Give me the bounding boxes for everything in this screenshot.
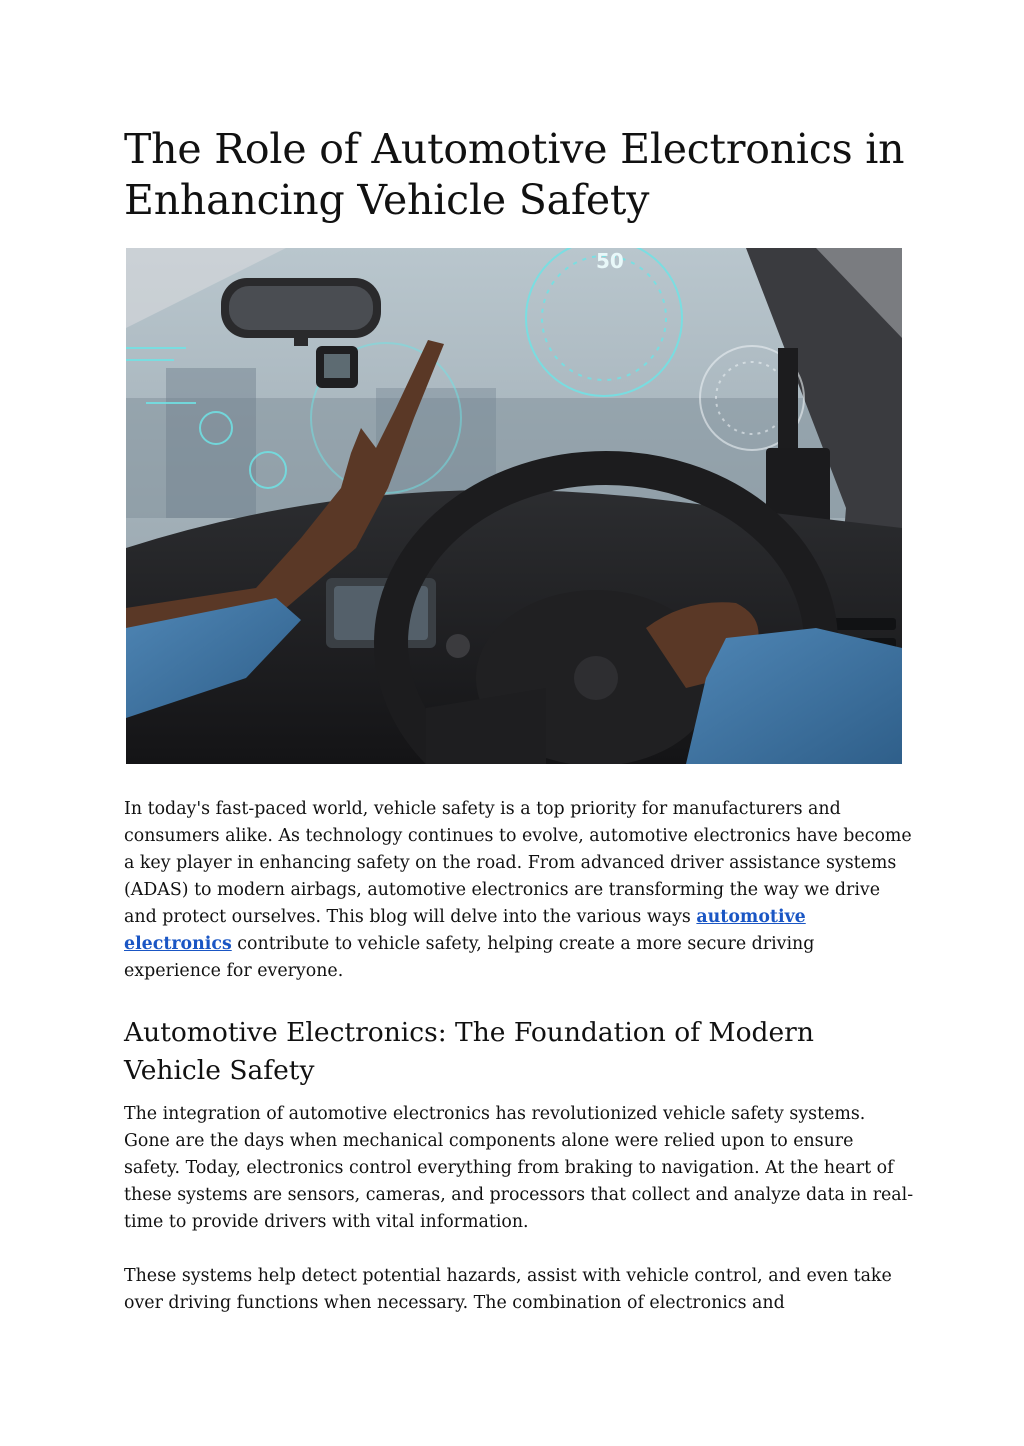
section-heading: Automotive Electronics: The Foundation of Modern Vehicle Safety [124, 1017, 814, 1086]
intro-text-before: In today's fast-paced world, vehicle safety is a top priority for manufacturers and consumers alike. As technology continues to evolve, automotive electronics have become a key player in enhancing safety on the road. From advanced driver assistance systems (ADAS) to modern airbags, automotive electronics are transforming the way we drive and protect ourselves. This blog will delve into the various ways [124, 799, 912, 927]
body-paragraph-2: These systems help detect potential hazards, assist with vehicle control, and even take over driving functions when necessary. The combination of electronics and [124, 1266, 892, 1313]
body-paragraph-1: The integration of automotive electronics has revolutionized vehicle safety systems. Gone are the days when mechanical components alone were relied upon to ensure safety. Today, electronics control everything from braking to navigation. At the heart of these systems are sensors, cameras, and processors that collect and analyze data in real-time to provide drivers with vital information. [124, 1104, 914, 1232]
page-title: The Role of Automotive Electronics in Enhancing Vehicle Safety [124, 125, 905, 224]
intro-paragraph [124, 796, 914, 985]
hud-speed: 50 [596, 249, 624, 273]
hero-image [126, 248, 902, 764]
automotive-electronics-link[interactable]: automotive electronics [124, 907, 806, 954]
intro-text-after: contribute to vehicle safety, helping create a more secure driving experience for everyone. [124, 934, 815, 981]
